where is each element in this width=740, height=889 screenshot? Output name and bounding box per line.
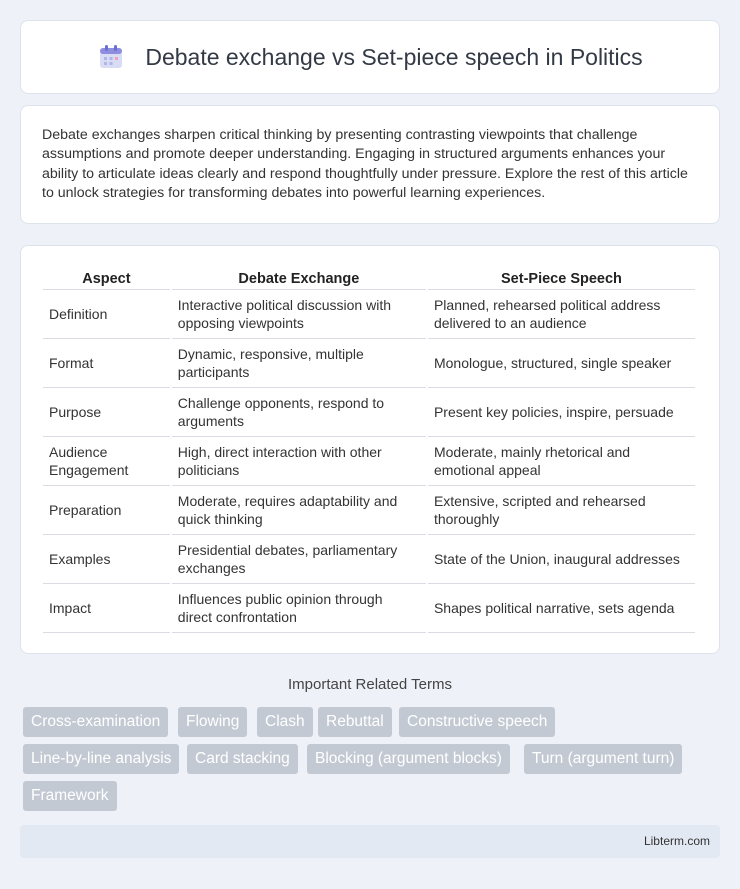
table-cell-aspect: Audience Engagement [43,437,170,486]
table-row [43,290,695,339]
footer-brand[interactable]: Libterm.com [643,834,710,848]
table-cell-speech: Present key policies, inspire, persuade [428,388,695,437]
table-row [43,339,695,388]
related-terms-title: Important Related Terms [288,676,452,693]
tag-line-by-line-analysis[interactable]: Line-by-line analysis [23,744,179,774]
tag-clash[interactable]: Clash [257,707,313,737]
table-cell-debate: Challenge opponents, respond to arguments [172,388,426,437]
tag-framework[interactable]: Framework [23,781,117,811]
tag-rebuttal[interactable]: Rebuttal [318,707,392,737]
calendar-icon [97,43,125,71]
table-header-set-piece-speech: Set-Piece Speech [428,266,695,290]
table-cell-debate: Moderate, requires adaptability and quick thinking [172,486,426,535]
table-row [43,388,695,437]
table-cell-aspect: Impact [43,584,170,633]
page-title: Debate exchange vs Set-piece speech in Politics [145,43,643,70]
table-cell-aspect: Definition [43,290,170,339]
table-cell-debate: Influences public opinion through direct confrontation [172,584,426,633]
table-cell-speech: Shapes political narrative, sets agenda [428,584,695,633]
table-row [43,584,695,633]
table-cell-speech: State of the Union, inaugural addresses [428,535,695,584]
tag-card-stacking[interactable]: Card stacking [187,744,298,774]
tag-constructive-speech[interactable]: Constructive speech [399,707,555,737]
table-cell-speech: Planned, rehearsed political address delivered to an audience [428,290,695,339]
table-cell-aspect: Preparation [43,486,170,535]
table-cell-speech: Extensive, scripted and rehearsed thoroughly [428,486,695,535]
tag-blocking[interactable]: Blocking (argument blocks) [307,744,510,774]
comparison-card [20,245,720,654]
table-header-aspect: Aspect [43,266,170,290]
table-cell-speech: Moderate, mainly rhetorical and emotional appeal [428,437,695,486]
table-cell-debate: Presidential debates, parliamentary exchanges [172,535,426,584]
table-row [43,486,695,535]
table-cell-aspect: Purpose [43,388,170,437]
intro-card [20,105,720,224]
table-row [43,437,695,486]
tag-flowing[interactable]: Flowing [178,707,247,737]
table-header-row [43,266,695,290]
table-cell-speech: Monologue, structured, single speaker [428,339,695,388]
comparison-table [41,266,697,633]
table-cell-debate: Interactive political discussion with opposing viewpoints [172,290,426,339]
table-row [43,535,695,584]
intro-text: Debate exchanges sharpen critical thinking by presenting contrasting viewpoints that challenge assumptions and promote deeper understanding. Engaging in structured arguments enhances your ability to articulate ideas clearly and respond thoughtfully under pressure. Explore the rest of this article to unlock strategies for transforming debates into powerful learning experiences. [42,127,688,201]
tag-cross-examination[interactable]: Cross-examination [23,707,168,737]
footer [20,825,720,858]
table-cell-aspect: Examples [43,535,170,584]
table-cell-debate: Dynamic, responsive, multiple participants [172,339,426,388]
table-cell-aspect: Format [43,339,170,388]
table-header-debate-exchange: Debate Exchange [172,266,426,290]
title-card [20,20,720,94]
tag-turn[interactable]: Turn (argument turn) [524,744,682,774]
table-cell-debate: High, direct interaction with other politicians [172,437,426,486]
